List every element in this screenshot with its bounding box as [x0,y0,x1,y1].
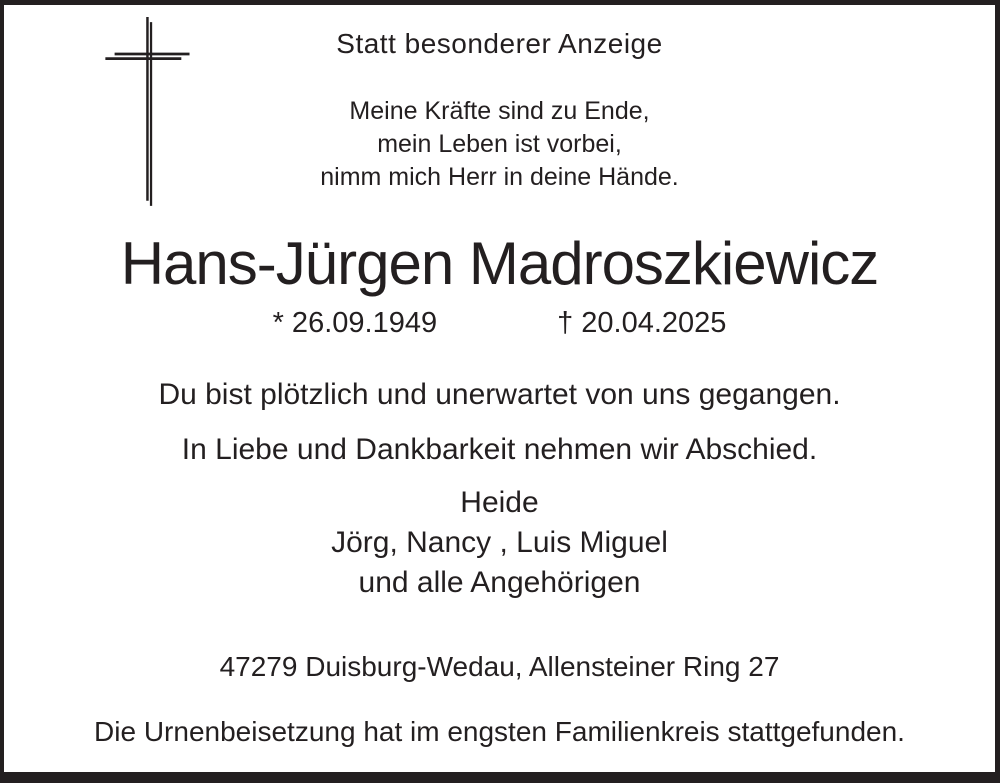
farewell-line-2: In Liebe und Dankbarkeit nehmen wir Abschied. [181,433,818,466]
mourners-list [4,483,995,603]
life-dates [4,305,995,341]
closing-note: Die Urnenbeisetzung hat im engsten Familienkreis stattgefunden. [94,716,905,747]
birth-date: * 26.09.1949 [272,307,438,339]
deceased-name: Hans-Jürgen Madroszkiewicz [120,230,879,297]
notice-header: Statt besonderer Anzeige [336,28,663,59]
mourner-line-1: Heide [460,486,539,519]
verse-line-3: nimm mich Herr in deine Hände. [320,163,679,191]
mourner-line-2: Jörg, Nancy , Luis Miguel [331,526,668,559]
verse-line-2: mein Leben ist vorbei, [377,130,622,158]
farewell-line-1: Du bist plötzlich und unerwartet von uns gegangen. [158,378,841,411]
address: 47279 Duisburg-Wedau, Allensteiner Ring 27 [219,651,780,682]
mourner-line-3: und alle Angehörigen [358,566,641,599]
memorial-verse [4,95,995,194]
death-date: † 20.04.2025 [557,307,727,339]
verse-line-1: Meine Kräfte sind zu Ende, [349,97,650,125]
